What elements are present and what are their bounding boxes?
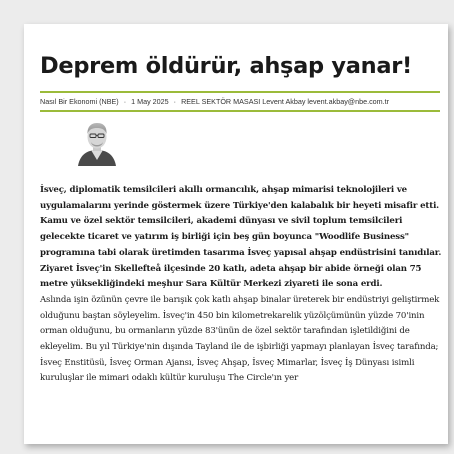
publication-name: Nasıl Bir Ekonomi (NBE) [40,97,119,106]
article-page [24,24,448,444]
article-body [40,183,446,387]
meta-separator: · [123,97,127,106]
article-meta [40,97,440,106]
meta-separator: · [173,97,177,106]
body-paragraph: Aslında işin özünün çevre ile barışık çok katlı ahşap binalar üreterek bir endüstriyi geliştirmek olduğunu baştan söyleyelim. İsveç'in 450 bin kilometrekarelik yüzölçümünün yüzde 70'inin orman olduğunu, bu ormanların yüzde 83'ünün de özel sektör tarafından işletildiğini de ekleyelim. Bu yıl Türkiye'nin dışında Tayland ile de işbirliği yapmayı planlayan İsveç tarafında; İsveç Enstitüsü, İsveç Orman Ajansı, İsveç Ahşap, İsveç Mimarlar, İsveç İş Dünyası isimli kuruluşlar ile mimari odaklı kültür kuruluşu The Circle'ın yer [40,294,440,384]
lead-paragraph: İsveç, diplomatik temsilcileri akıllı ormancılık, ahşap mimarisi teknolojileri ve uygulamalarını yerinde göstermek üzere Türkiye'den kalabalık bir heyeti misafir etti. Kamu ve özel sektör temsilcileri, akademi dünyası ve sivil toplum temsilcileri gelecekte ticaret ve yatırım iş birliği için beş gün boyunca "Woodlife Business" programına tabi olarak üretimden tasarıma İsveç yapısal ahşap endüstrisini tanıdılar. Ziyaret İsveç'in Skellefteå ilçesinde 20 katlı, adeta ahşap bir abide örneği olan 75 metre yüksekliğindeki meşhur Sara Kültür Merkezi ziyareti ile sona erdi. [40,185,442,290]
top-rule [40,91,440,93]
byline: REEL SEKTÖR MASASI Levent Akbay levent.akbay@nbe.com.tr [181,97,390,106]
article-headline: Deprem öldürür, ahşap yanar! [40,53,412,79]
publish-date: 1 May 2025 [131,97,169,106]
author-portrait [74,120,120,166]
bottom-rule [40,110,440,112]
